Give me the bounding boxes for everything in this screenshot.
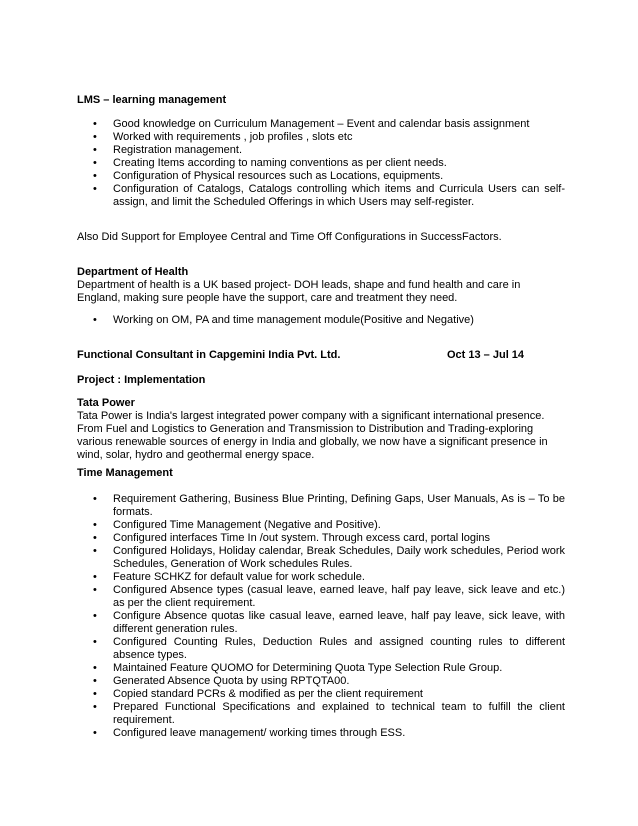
list-item: [77, 519, 565, 532]
list-item: [77, 610, 565, 636]
list-item: [77, 675, 565, 688]
list-item-text: Maintained Feature QUOMO for Determining Quota Type Selection Rule Group.: [113, 662, 503, 674]
list-item-text: Copied standard PCRs & modified as per the client requirement: [113, 688, 423, 700]
list-item-text: Configure Absence quotas like casual leave, earned leave, half pay leave, sick leave, with different generation rules.: [113, 610, 565, 635]
list-item-text: Configuration of Physical resources such as Locations, equipments.: [113, 170, 444, 182]
list-item: [77, 183, 565, 209]
bullet-icon: •: [93, 314, 97, 326]
bullet-icon: •: [93, 688, 97, 700]
list-item-text: Registration management.: [113, 144, 243, 156]
list-item-text: Requirement Gathering, Business Blue Printing, Defining Gaps, User Manuals, As is – To be formats.: [113, 493, 565, 518]
bullet-icon: •: [93, 571, 97, 583]
job-title: Functional Consultant in Capgemini India Pvt. Ltd.: [77, 349, 341, 361]
list-item-text: Creating Items according to naming conventions as per client needs.: [113, 157, 447, 169]
bullet-icon: •: [93, 532, 97, 544]
bullet-icon: •: [93, 519, 97, 531]
job-dates: Oct 13 – Jul 14: [447, 349, 525, 361]
list-item: [77, 170, 565, 183]
list-item-text: Feature SCHKZ for default value for work schedule.: [113, 571, 365, 583]
list-item: [77, 701, 565, 727]
bullet-icon: •: [93, 545, 97, 557]
bullet-icon: •: [93, 493, 97, 505]
time-management-list: [77, 493, 565, 740]
list-item-text: Configured interfaces Time In /out system. Through excess card, portal logins: [113, 532, 491, 544]
list-item-text: Prepared Functional Specifications and explained to technical team to fulfill the client requirement.: [113, 701, 565, 726]
time-management-heading: Time Management: [77, 467, 173, 479]
tata-description: Tata Power is India's largest integrated power company with a significant international presence. From Fuel and Logistics to Generation and Transmission to Distribution and Trading-exploring various renewable sources of energy in India and globally, we now have a significant presence in wind, solar, hydro and geothermal energy space.: [77, 410, 548, 461]
list-item: [77, 727, 565, 740]
list-item: [77, 493, 565, 519]
doh-description: Department of health is a UK based project- DOH leads, shape and fund health and care in England, making sure people have the support, care and treatment they need.: [77, 279, 521, 304]
list-item-text: Good knowledge on Curriculum Management – Event and calendar basis assignment: [113, 118, 530, 130]
list-item: [77, 131, 565, 144]
list-item: [77, 636, 565, 662]
list-item: [77, 545, 565, 571]
bullet-icon: •: [93, 118, 97, 130]
list-item-text: Configured Absence types (casual leave, earned leave, half pay leave, sick leave and etc.) as per the client requirement.: [113, 584, 565, 609]
list-item: [77, 571, 565, 584]
job-header: [77, 349, 565, 362]
list-item-text: Worked with requirements , job profiles , slots etc: [113, 131, 353, 143]
bullet-icon: •: [93, 170, 97, 182]
support-note: Also Did Support for Employee Central and Time Off Configurations in SuccessFactors.: [77, 231, 502, 243]
list-item: [77, 532, 565, 545]
bullet-icon: •: [93, 727, 97, 739]
bullet-icon: •: [93, 131, 97, 143]
lms-heading: LMS – learning management: [77, 94, 227, 106]
bullet-icon: •: [93, 157, 97, 169]
list-item-text: Configuration of Catalogs, Catalogs controlling which items and Curricula Users can self-assign, and limit the Scheduled Offerings in which Users may self-register.: [113, 183, 565, 208]
list-item: [77, 118, 565, 131]
list-item-text: Configured Counting Rules, Deduction Rules and assigned counting rules to different absence types.: [113, 636, 565, 661]
list-item: [77, 662, 565, 675]
list-item: [77, 144, 565, 157]
list-item-text: Working on OM, PA and time management module(Positive and Negative): [113, 314, 474, 326]
lms-list: [77, 118, 565, 209]
tata-heading: Tata Power: [77, 397, 135, 409]
list-item: [77, 157, 565, 170]
bullet-icon: •: [93, 701, 97, 713]
list-item-text: Configured leave management/ working times through ESS.: [113, 727, 406, 739]
list-item-text: Generated Absence Quota by using RPTQTA00.: [113, 675, 350, 687]
bullet-icon: •: [93, 662, 97, 674]
project-label: Project : Implementation: [77, 374, 206, 386]
list-item-text: Configured Holidays, Holiday calendar, Break Schedules, Daily work schedules, Period work Schedules, Generation of Work schedules Rules.: [113, 545, 565, 570]
bullet-icon: •: [93, 610, 97, 622]
bullet-icon: •: [93, 675, 97, 687]
bullet-icon: •: [93, 584, 97, 596]
doh-list: [77, 314, 565, 327]
list-item: [77, 314, 565, 327]
doh-heading: Department of Health: [77, 266, 189, 278]
bullet-icon: •: [93, 183, 97, 195]
bullet-icon: •: [93, 636, 97, 648]
bullet-icon: •: [93, 144, 97, 156]
list-item-text: Configured Time Management (Negative and Positive).: [113, 519, 381, 531]
list-item: [77, 688, 565, 701]
list-item: [77, 584, 565, 610]
